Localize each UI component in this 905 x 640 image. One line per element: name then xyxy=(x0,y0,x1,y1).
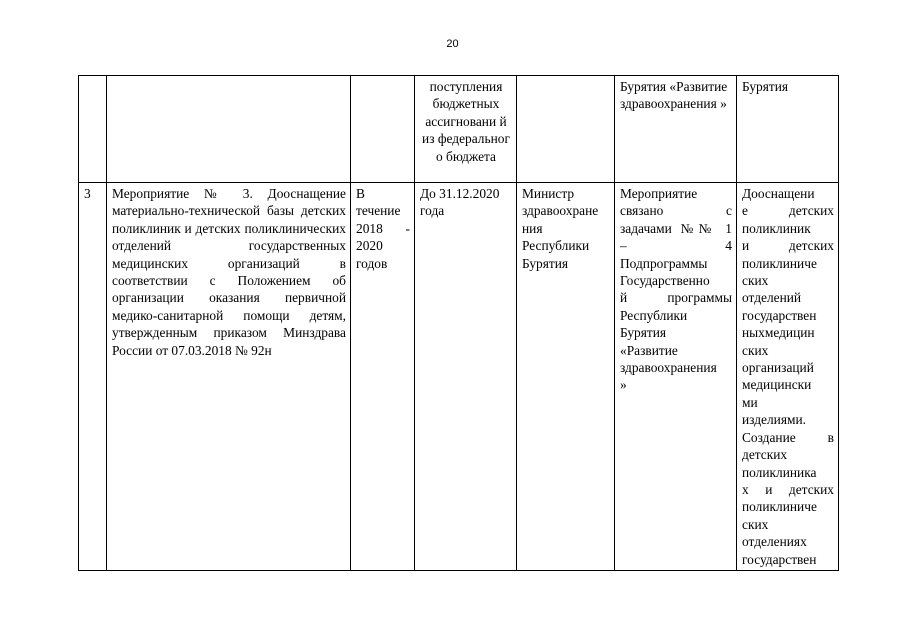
result-line: государствен xyxy=(742,551,817,567)
result-line: изделиями. xyxy=(742,412,806,428)
link-line: Подпрограммы xyxy=(620,255,708,271)
link-line: задачами №№ 1 xyxy=(620,220,732,236)
link-line: Республики xyxy=(620,307,688,323)
result-line: отделениях xyxy=(742,534,807,550)
result-line: ских xyxy=(742,342,769,358)
cell-number: 3 xyxy=(79,183,107,571)
period-line: годов xyxy=(356,255,388,271)
cell-number xyxy=(79,76,107,183)
table-row xyxy=(79,183,839,571)
result-line: и детских xyxy=(742,238,834,254)
result-line: поликлиник xyxy=(742,220,811,236)
link-line: й программы xyxy=(620,290,732,306)
result-line: ских xyxy=(742,273,769,289)
result-line: поликлиника xyxy=(742,464,817,480)
cell-period xyxy=(351,76,415,183)
result-line: Создание в xyxy=(742,429,834,445)
result-line: ских xyxy=(742,516,769,532)
result-line: организаций xyxy=(742,360,814,376)
responsible-line: Бурятия xyxy=(522,255,569,271)
cell-activity: Мероприятие № 3. Дооснащение материально-технической базы детских поликлиник и детских поликлинических отделений государственных медицинских организаций в соответствии с Положением об организации оказания первичной медико-санитарной помощи детям, утвержденным приказом Минздрава России от 07.03.2018 № 92н xyxy=(107,183,351,571)
period-line: 2020 xyxy=(356,238,383,254)
link-line: Мероприятие xyxy=(620,186,698,201)
result-line: медицински xyxy=(742,377,812,393)
result-line: ныхмедицин xyxy=(742,325,815,341)
cell-activity xyxy=(107,76,351,183)
link-line: «Развитие xyxy=(620,342,678,358)
link-line: » xyxy=(620,377,627,393)
table-row xyxy=(79,76,839,183)
result-line: государствен xyxy=(742,307,817,323)
cell-funding-source: поступления бюджетных ассигновани й из федеральног о бюджета xyxy=(415,76,517,183)
cell-period xyxy=(351,183,415,571)
period-line: В xyxy=(356,186,365,201)
responsible-line: ния xyxy=(522,220,543,236)
link-line: здравоохранения xyxy=(620,360,717,376)
cell-program-link: Бурятия «Развитие здравоохранения » xyxy=(615,76,737,183)
responsible-line: здравоохране xyxy=(522,203,599,219)
page-number: 20 xyxy=(446,38,459,50)
result-line: х и детских xyxy=(742,481,834,497)
result-line: поликлиниче xyxy=(742,499,817,515)
cell-responsible xyxy=(517,183,615,571)
cell-deadline: До 31.12.2020 года xyxy=(415,183,517,571)
result-line: отделений xyxy=(742,290,802,306)
link-line: связано с xyxy=(620,203,732,219)
cell-responsible xyxy=(517,76,615,183)
cell-result: Бурятия xyxy=(737,76,839,183)
result-line: детских xyxy=(742,447,788,463)
cell-result xyxy=(737,183,839,571)
link-line: – 4 xyxy=(620,238,732,254)
link-line: Бурятия xyxy=(620,325,667,341)
result-line: ми xyxy=(742,394,758,410)
period-line: течение xyxy=(356,203,401,219)
responsible-line: Министр xyxy=(522,186,575,201)
result-line: поликлиниче xyxy=(742,255,817,271)
link-line: Государственно xyxy=(620,273,710,289)
result-line: Дооснащени xyxy=(742,186,815,201)
activities-table xyxy=(78,75,839,571)
result-line: е детских xyxy=(742,203,834,219)
period-line: 2018 - xyxy=(356,220,410,236)
cell-program-link xyxy=(615,183,737,571)
responsible-line: Республики xyxy=(522,238,590,254)
